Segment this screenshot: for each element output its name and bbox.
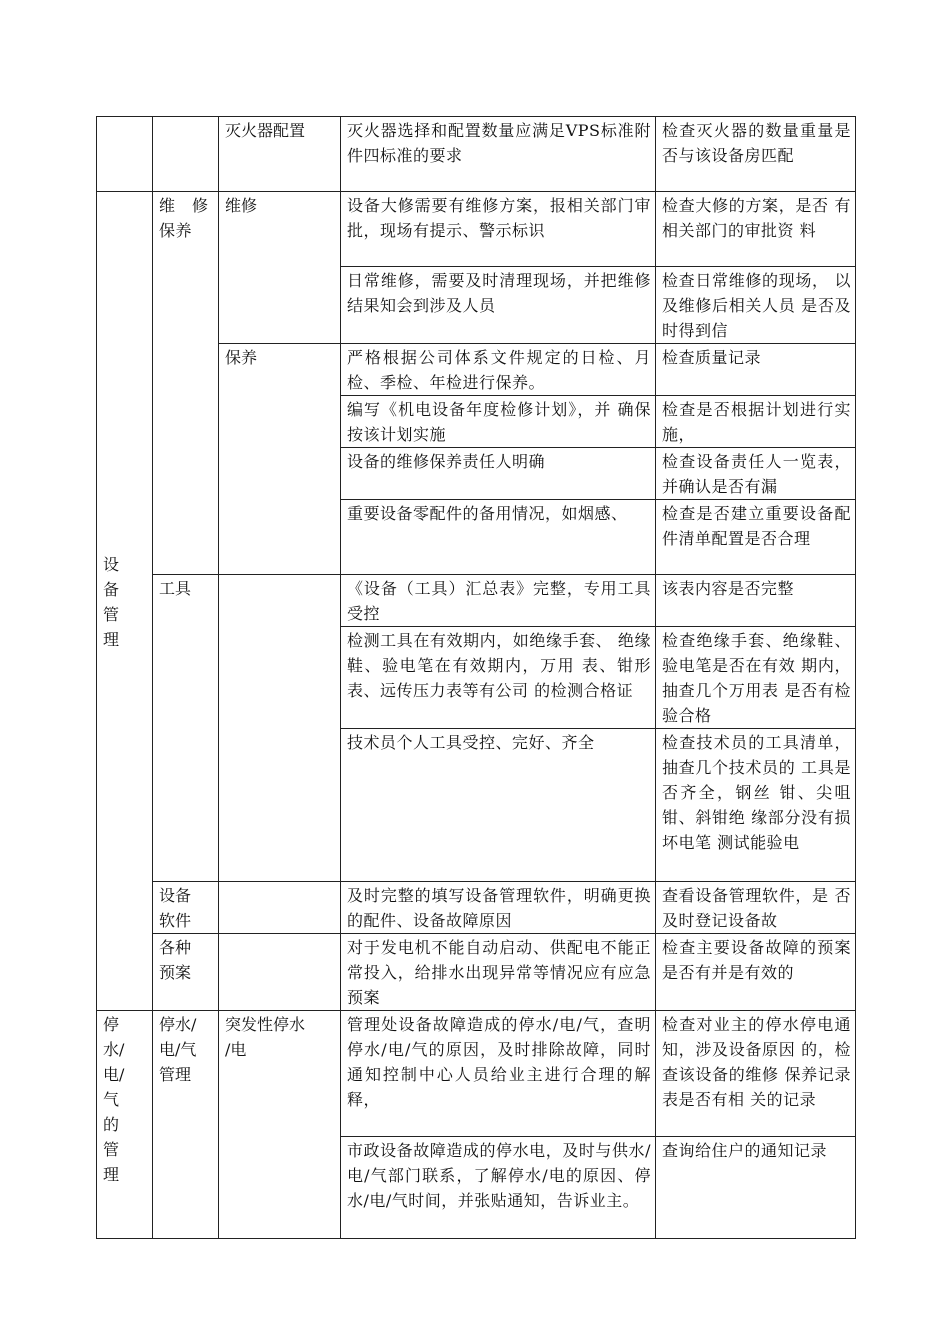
check-method-cell: 检查技术员的工具清单，抽查几个技术员的 工具是否齐全，钢丝 钳、尖咀钳、斜钳绝 缘部分没有损坏电笔 测试能验电: [656, 729, 856, 882]
subsection-contingency-plans: 各种 预案: [153, 934, 219, 1011]
cell-empty: [219, 882, 341, 934]
check-method-cell: 检查日常维修的现场， 以及维修后相关人员 是否及时得到信: [656, 267, 856, 344]
check-method-cell: 查询给住户的通知记录: [656, 1137, 856, 1239]
table-row: [97, 575, 856, 627]
check-method-cell: 检查对业主的停水停电通知，涉及设备原因 的，检查该设备的维修 保养记录表是否有相 关的记录: [656, 1011, 856, 1137]
standard-cell: 管理处设备故障造成的停水/电/气，查明停水/电/气的原因，及时排除故障，同时通知控制中心人员给业主进行合理的解释，: [341, 1011, 656, 1137]
subsection-tools: 工具: [153, 575, 219, 882]
item-cell: 维修: [219, 192, 341, 344]
standard-cell: 对于发电机不能自动启动、供配电不能正常投入，给排水出现异常等情况应有应急预案: [341, 934, 656, 1011]
standard-cell: 设备的维修保养责任人明确: [341, 448, 656, 500]
standard-cell: 重要设备零配件的备用情况，如烟感、: [341, 500, 656, 575]
standard-cell: 日常维修，需要及时清理现场，并把维修结果知会到涉及人员: [341, 267, 656, 344]
standard-cell: 《设备（工具）汇总表》完整，专用工具受控: [341, 575, 656, 627]
subsection-outage: 停水/ 电/气 管理: [153, 1011, 219, 1239]
cell-empty: [219, 575, 341, 882]
table-row: [97, 192, 856, 267]
table-row: [97, 934, 856, 1011]
check-method-cell: 检查质量记录: [656, 344, 856, 396]
check-method-cell: 检查是否根据计划进行实施，: [656, 396, 856, 448]
standard-cell: 严格根据公司体系文件规定的日检、月检、季检、年检进行保养。: [341, 344, 656, 396]
item-cell: 灭火器配置: [219, 117, 341, 192]
cell-empty: [153, 117, 219, 192]
standard-cell: 及时完整的填写设备管理软件，明确更换的配件、设备故障原因: [341, 882, 656, 934]
item-cell: 突发性停水 /电: [219, 1011, 341, 1239]
subsection-equipment-software: 设备 软件: [153, 882, 219, 934]
cell-empty: [219, 934, 341, 1011]
standard-cell: 设备大修需要有维修方案，报相关部门审批，现场有提示、警示标识: [341, 192, 656, 267]
check-method-cell: 检查主要设备故障的预案是否有并是有效的: [656, 934, 856, 1011]
standard-cell: 市政设备故障造成的停水电，及时与供水/电/气部门联系，了解停水/电的原因、停水/电/气时间，并张贴通知，告诉业主。: [341, 1137, 656, 1239]
table-row: [97, 882, 856, 934]
table-row: [97, 117, 856, 192]
check-method-cell: 检查大修的方案，是否 有相关部门的审批资 料: [656, 192, 856, 267]
check-method-cell: 检查灭火器的数量重量是否与该设备房匹配: [656, 117, 856, 192]
standard-cell: 检测工具在有效期内，如绝缘手套、 绝缘鞋、验电笔在有效期内，万用 表、钳形表、远传压力表等有公司 的检测合格证: [341, 627, 656, 729]
check-method-cell: 检查绝缘手套、绝缘鞋、验电笔是否在有效 期内，抽查几个万用表 是否有检验合格: [656, 627, 856, 729]
equipment-inspection-table: [96, 116, 856, 1239]
subsection-maintenance: 维 修 保养: [153, 192, 219, 575]
standard-cell: 灭火器选择和配置数量应满足VPS标准附件四标准的要求: [341, 117, 656, 192]
check-method-cell: 检查是否建立重要设备配件清单配置是否合理: [656, 500, 856, 575]
cell-empty: [97, 117, 153, 192]
section-outage-management: 停 水/ 电/ 气 的 管 理: [97, 1011, 153, 1239]
check-method-cell: 该表内容是否完整: [656, 575, 856, 627]
standard-cell: 编写《机电设备年度检修计划》，并 确保按该计划实施: [341, 396, 656, 448]
standard-cell: 技术员个人工具受控、完好、齐全: [341, 729, 656, 882]
section-equipment-management: 设 备 管 理: [97, 192, 153, 1011]
item-cell: 保养: [219, 344, 341, 575]
check-method-cell: 检查设备责任人一览表，并确认是否有漏: [656, 448, 856, 500]
table-row: [97, 1011, 856, 1137]
check-method-cell: 查看设备管理软件，是 否及时登记设备故: [656, 882, 856, 934]
